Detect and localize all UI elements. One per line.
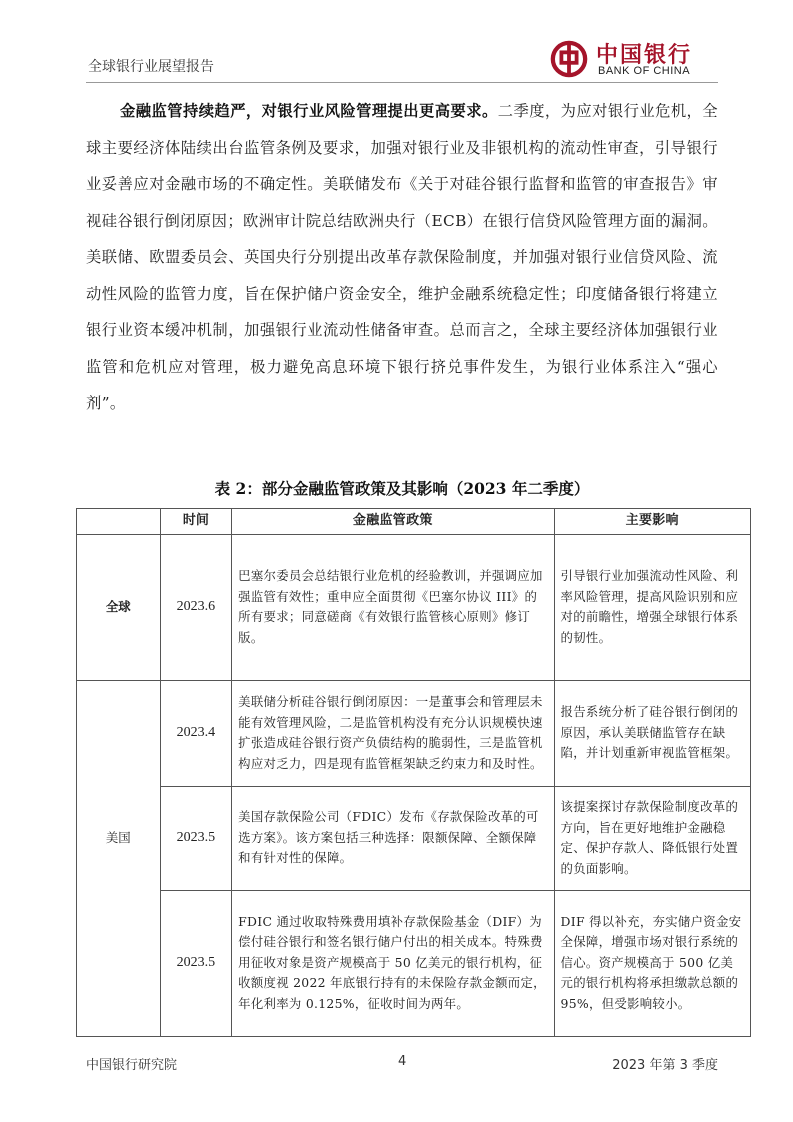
policy-cell: FDIC 通过收取特殊费用填补存款保险基金（DIF）为偿付硅谷银行和签名银行储户付出的相关成本。特殊费用征收对象是资产规模高于 50 亿美元的银行机构，征收额度视 2022 年底银行持有的未保险存款金额而定，年化利率为 0.125%，征收时间为两年。 [232, 890, 554, 1036]
policy-cell: 美国存款保险公司（FDIC）发布《存款保险改革的可选方案》。该方案包括三种选择：限额保障、全额保障和有针对性的保障。 [232, 786, 554, 890]
table-header-row [77, 509, 751, 535]
table-row [77, 680, 751, 786]
paragraph-body: 二季度，为应对银行业危机，全球主要经济体陆续出台监管条例及要求，加强对银行业及非银机构的流动性审查，引导银行业妥善应对金融市场的不确定性。美联储发布《关于对硅谷银行监督和监管的审查报告》审视硅谷银行倒闭原因；欧洲审计院总结欧洲央行（ECB）在银行信贷风险管理方面的漏洞。美联储、欧盟委员会、英国央行分别提出改革存款保险制度，并加强对银行业信贷风险、流动性风险的监管力度，旨在保护储户资金安全，维护金融系统稳定性；印度储备银行将建立银行业资本缓冲机制，加强银行业流动性储备审查。总而言之，全球主要经济体加强银行业监管和危机应对管理，极力避免高息环境下银行挤兑事件发生，为银行业体系注入“强心剂”。 [86, 102, 718, 412]
table-row [77, 534, 751, 680]
table-row [77, 890, 751, 1036]
header-divider [86, 82, 718, 83]
policy-cell: 巴塞尔委员会总结银行业危机的经验教训，并强调应加强监管有效性；重申应全面贯彻《巴塞尔协议 III》的所有要求；同意磋商《有效银行监管核心原则》修订版。 [232, 534, 554, 680]
impact-cell: 引导银行业加强流动性风险、利率风险管理，提高风险识别和应对的前瞻性，增强全球银行体系的韧性。 [554, 534, 750, 680]
time-cell: 2023.6 [160, 534, 232, 680]
region-cell-us: 美国 [77, 786, 161, 890]
impact-cell: DIF 得以补充，夯实储户资金安全保障，增强市场对银行系统的信心。资产规模高于 500 亿美元的银行机构将承担缴款总额的 95%，但受影响较小。 [554, 890, 750, 1036]
footer-right: 2023 年第 3 季度 [612, 1058, 718, 1073]
policy-table [76, 508, 751, 1037]
page-header [86, 40, 718, 82]
region-cell-us-top [77, 680, 161, 786]
time-cell: 2023.4 [160, 680, 232, 786]
bank-of-china-logo [550, 40, 718, 80]
region-cell-us-bottom [77, 890, 161, 1036]
header-region [77, 509, 161, 535]
footer-left: 中国银行研究院 [86, 1058, 178, 1073]
policy-cell: 美联储分析硅谷银行倒闭原因：一是董事会和管理层未能有效管理风险，二是监管机构没有充分认识规模快速扩张造成硅谷银行资产负债结构的脆弱性，三是监管机构应对乏力，四是现有监管框架缺乏约束力和及时性。 [232, 680, 554, 786]
logo-english-name: BANK OF CHINA [598, 65, 691, 77]
logo-chinese-name: 中国银行 [596, 42, 693, 68]
body-paragraph [86, 93, 718, 422]
impact-cell: 报告系统分析了硅谷银行倒闭的原因，承认美联储监管存在缺陷，并计划重新审视监管框架。 [554, 680, 750, 786]
time-cell: 2023.5 [160, 786, 232, 890]
header-impact: 主要影响 [554, 509, 750, 535]
header-title: 全球银行业展望报告 [88, 59, 214, 75]
paragraph-lead: 金融监管持续趋严，对银行业风险管理提出更高要求。 [120, 102, 498, 120]
impact-cell: 该提案探讨存款保险制度改革的方向，旨在更好地维护金融稳定、保护存款人、降低银行处置的负面影响。 [554, 786, 750, 890]
header-time: 时间 [160, 509, 232, 535]
header-policy: 金融监管政策 [232, 509, 554, 535]
region-cell-global: 全球 [77, 534, 161, 680]
page-number: 4 [398, 1054, 407, 1069]
time-cell: 2023.5 [160, 890, 232, 1036]
bank-of-china-logo-icon [550, 40, 588, 78]
table-caption: 表 2：部分金融监管政策及其影响（2023 年二季度） [214, 479, 590, 498]
table-row [77, 786, 751, 890]
